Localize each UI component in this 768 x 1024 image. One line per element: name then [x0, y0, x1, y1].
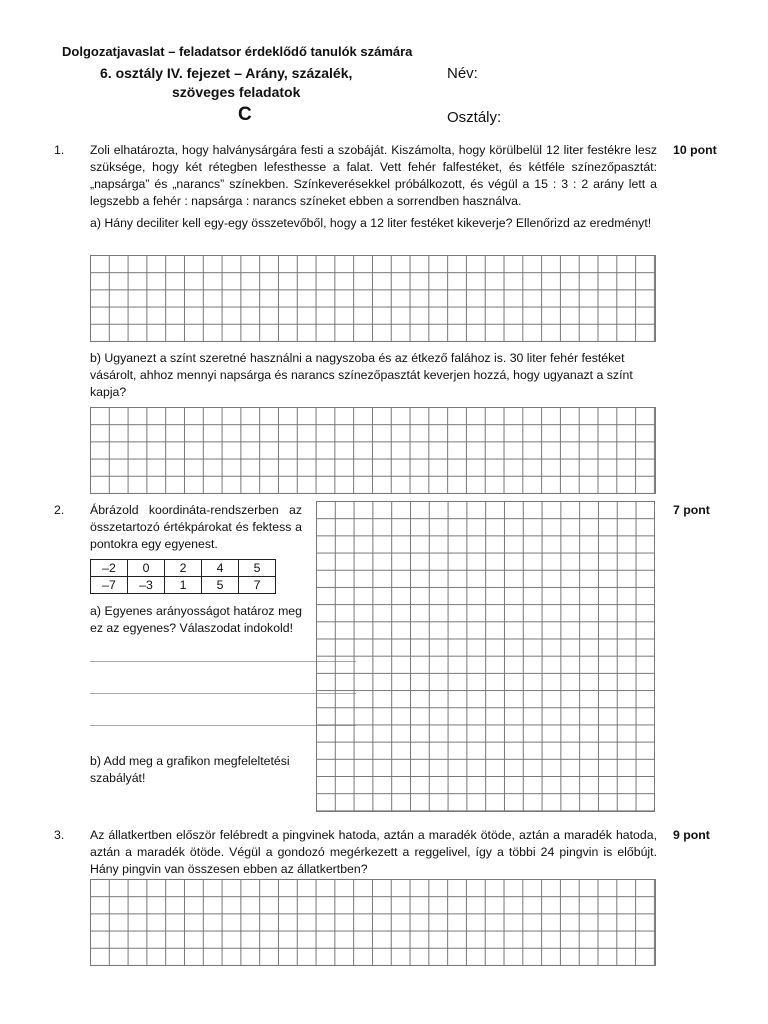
value-table — [90, 559, 276, 594]
task2-number: 2. — [54, 503, 65, 517]
table-cell: 2 — [165, 560, 202, 577]
table-cell: –3 — [128, 577, 165, 594]
table-cell: 7 — [239, 577, 276, 594]
table-cell: 5 — [202, 577, 239, 594]
table-cell: 0 — [128, 560, 165, 577]
coordinate-grid[interactable] — [316, 501, 655, 812]
task2-points: 7 pont — [673, 503, 710, 517]
task2-text: Ábrázold koordináta-rendszerben az összetartozó értékpárokat és fektess a pontokra egy egyenest. — [90, 503, 302, 551]
task1-text: Zoli elhatározta, hogy halványsárgára festi a szobáját. Kiszámolta, hogy körülbelül 12 liter festékre lesz szüksége, hogy két rétegben lefesthesse a falat. Vett fehér falfestéket, és kétféle színezőpasztát: „napsárga” és „narancs” színekben. Színkeverésekkel próbálkozott, és végül a 15 : 3 : 2 arány lett a legszebb a fehér : napsárga : narancs színeket ebben a sorrendben használva. — [90, 143, 657, 208]
value-table-row-y — [91, 577, 276, 594]
task3-text: Az állatkertben először felébredt a pingvinek hatoda, aztán a maradék ötöde, aztán a maradék hatoda, aztán a maradék ötöde. Végül a gondozó megérkezett a reggelivel, így a többi 24 pingvin is előbújt. Hány pingvin van összesen ebben az állatkertben? — [90, 828, 657, 876]
task2b-text: b) Add meg a grafikon megfeleltetési szabályát! — [90, 754, 290, 785]
task3-points: 9 pont — [673, 828, 710, 842]
table-cell: –2 — [91, 560, 128, 577]
task2a-text: a) Egyenes arányosságot határoz meg ez az egyenes? Válaszodat indokold! — [90, 604, 302, 635]
table-cell: 4 — [202, 560, 239, 577]
table-cell: 1 — [165, 577, 202, 594]
header-line2: 6. osztály IV. fejezet – Arány, százalék, — [100, 65, 353, 81]
task1b-text: b) Ugyanezt a színt szeretné használni a nagyszoba és az étkező falához is. 30 liter fehér festéket vásárolt, ahhoz mennyi napsárga és narancs színezőpasztát keverjen hozzá, hogy ugyanazt a színt kapja? — [90, 351, 633, 399]
table-cell: 5 — [239, 560, 276, 577]
class-label: Osztály: — [447, 109, 502, 126]
task3-number: 3. — [54, 828, 65, 842]
task1a-answer-grid[interactable] — [90, 255, 656, 342]
task1b-answer-grid[interactable] — [90, 407, 656, 494]
task1-points: 10 pont — [673, 143, 717, 157]
task3-answer-grid[interactable] — [90, 879, 656, 966]
header-line1: Dolgozatjavaslat – feladatsor érdeklődő tanulók számára — [62, 44, 413, 59]
version-letter: C — [238, 104, 252, 125]
header-line3: szöveges feladatok — [172, 84, 301, 100]
task1a-text: a) Hány deciliter kell egy-egy összetevőből, hogy a 12 liter festéket kikeverje? Ellenőrizd az eredményt! — [90, 216, 652, 230]
value-table-row-x — [91, 560, 276, 577]
name-label: Név: — [447, 65, 478, 82]
table-cell: –7 — [91, 577, 128, 594]
task1-number: 1. — [54, 143, 65, 157]
